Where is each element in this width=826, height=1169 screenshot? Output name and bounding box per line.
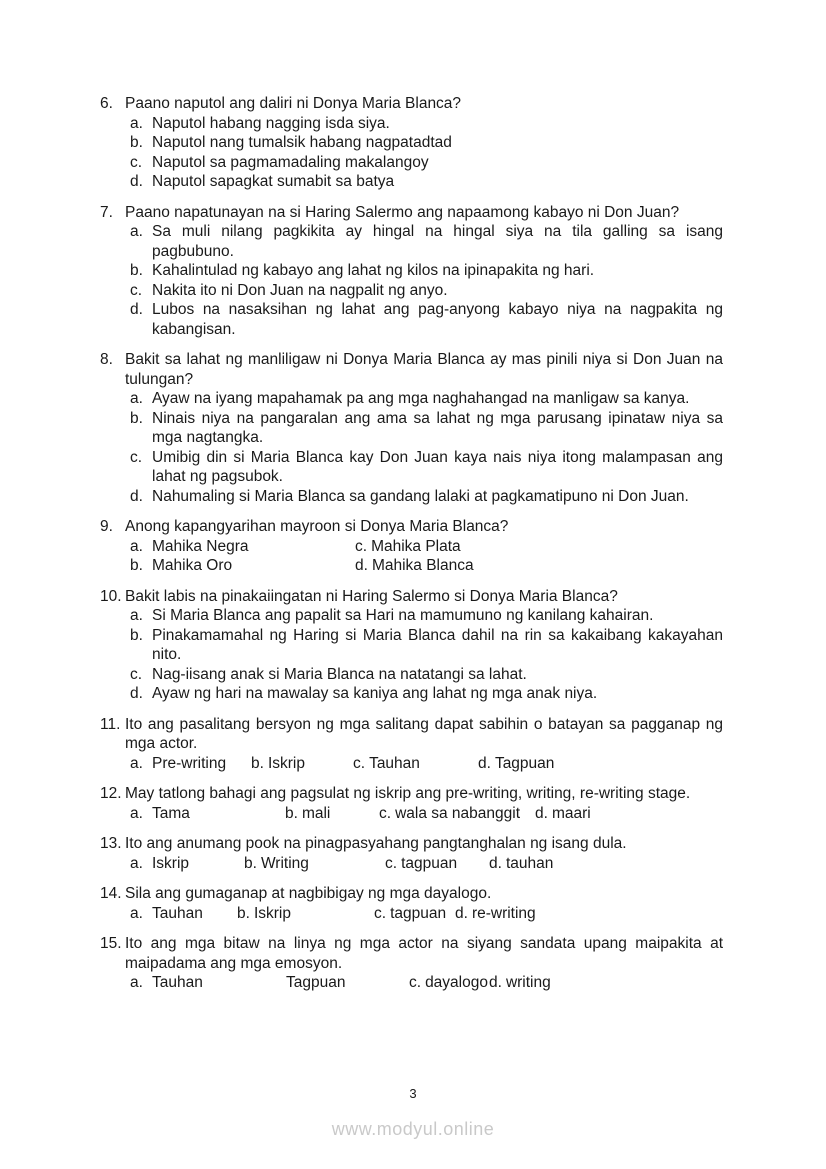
question-number: 13. [100, 835, 122, 852]
choice-text: Ninais niya na pangaralan ang ama sa lahat ng mga parusang ipinataw niya sa mga nagtangka. [152, 409, 723, 446]
choice-text: Ayaw na iyang mapahamak pa ang mga naghahangad na manligaw sa kanya. [152, 390, 690, 407]
question-number: 7. [100, 203, 113, 221]
choice-a [130, 114, 723, 134]
choice-text: Ayaw ng hari na mawalay sa kaniya ang lahat ng mga anak niya. [152, 685, 598, 702]
choice-c [374, 904, 455, 924]
choice-d [489, 854, 553, 874]
question-head [100, 934, 723, 973]
choice-text: mali [301, 804, 331, 822]
choice-letter: d. [489, 854, 502, 872]
choice-text: Mahika Oro [152, 557, 233, 574]
choice-b [130, 626, 723, 665]
choice-letter: a. [130, 904, 143, 922]
choice-b [130, 261, 723, 281]
question-head [100, 784, 723, 804]
choice-c [130, 665, 723, 685]
choice-d [455, 904, 536, 924]
question-text: Paano napatunayan na si Haring Salermo ang napaamong kabayo ni Don Juan? [125, 203, 680, 221]
choice-d [130, 684, 723, 704]
question-8 [100, 350, 723, 506]
choice-a [130, 222, 723, 261]
choice-b [285, 804, 379, 824]
choice-b [130, 133, 723, 153]
question-text: Ito ang anumang pook na pinagpasyahang pangtanghalan ng isang dula. [125, 835, 627, 852]
choice-d [355, 556, 723, 576]
question-number: 9. [100, 518, 113, 535]
choice-text: tagpuan [401, 854, 458, 872]
question-text: Bakit labis na pinakaiingatan ni Haring Salermo si Donya Maria Blanca? [125, 587, 618, 605]
choice-letter: b. [237, 904, 250, 922]
choice-text: Pre-writing [152, 754, 227, 772]
choice-letter: c. [385, 854, 398, 872]
choices [130, 606, 723, 704]
choice-d [478, 754, 554, 774]
choice-a [130, 754, 251, 774]
question-number: 8. [100, 351, 113, 368]
question-head [100, 715, 723, 754]
choice-text: maari [551, 804, 591, 822]
choice-letter: d. [130, 487, 143, 505]
choice-letter: c. [130, 448, 143, 466]
choice-letter: a. [130, 854, 143, 872]
choice-a [130, 606, 723, 626]
choice-c [353, 754, 478, 774]
question-text: Sila ang gumaganap at nagbibigay ng mga dayalogo. [125, 885, 492, 902]
choice-letter: c. [379, 804, 392, 822]
choice-text: Mahika Blanca [371, 557, 474, 574]
choice-text: Tauhan [152, 904, 203, 922]
choice-letter: a. [130, 607, 143, 624]
choice-letter: d. [355, 557, 368, 574]
choice-b [237, 904, 374, 924]
choice-letter: c. [353, 754, 366, 772]
choice-letter: b. [251, 754, 264, 772]
question-text: May tatlong bahagi ang pagsulat ng iskrip ang pre-writing, writing, re-writing stage. [125, 785, 691, 802]
choice-d [130, 487, 723, 507]
choices [130, 804, 723, 824]
choices [130, 904, 723, 924]
question-6 [100, 94, 723, 192]
choice-a [130, 537, 355, 557]
choice-a [130, 904, 237, 924]
choice-letter: c. [374, 904, 387, 922]
choice-text: dayalogo [425, 974, 488, 991]
question-13 [100, 834, 723, 873]
question-head [100, 587, 723, 607]
page-number: 3 [409, 1086, 417, 1101]
choice-letter: c. [409, 974, 422, 991]
choice-text: Naputol sapagkat sumabit sa batya [152, 173, 395, 190]
question-10 [100, 587, 723, 704]
choices [130, 389, 723, 506]
choice-c [409, 973, 489, 993]
question-number: 10. [100, 587, 122, 605]
choice-letter: c. [130, 153, 143, 171]
choice-letter: b. [285, 804, 298, 822]
choice-c [130, 153, 723, 173]
question-12 [100, 784, 723, 823]
choice-d [130, 172, 723, 192]
choice-letter: d. [489, 974, 502, 991]
choices [130, 973, 723, 993]
choice-letter: a. [130, 390, 143, 407]
choice-c [379, 804, 535, 824]
choice-text: Naputol sa pagmamadaling makalangoy [152, 153, 429, 171]
question-number: 12. [100, 785, 122, 802]
choice-letter: c. [130, 281, 143, 299]
choice-text: tauhan [505, 854, 554, 872]
choices [130, 222, 723, 339]
choice-letter: a. [130, 114, 143, 132]
choice-letter: c. [355, 537, 368, 555]
choice-letter: d. [130, 301, 143, 318]
choice-text: Iskrip [253, 904, 291, 922]
choice-b [244, 854, 385, 874]
choice-a [130, 804, 285, 824]
choice-text: Mahika Plata [371, 537, 461, 555]
choice-letter: d. [455, 904, 468, 922]
choices [130, 754, 723, 774]
watermark: www.modyul.online [331, 1119, 495, 1139]
question-11 [100, 715, 723, 774]
choice-unlabeled [282, 973, 409, 993]
choice-text: re-writing [471, 904, 536, 922]
document-page [100, 94, 723, 1004]
choices [130, 537, 723, 576]
choice-text: Tagpuan [286, 974, 346, 991]
choice-text: Pinakamamahal ng Haring si Maria Blanca dahil na rin sa kakaibang kakayahan nito. [152, 626, 723, 663]
choice-letter: b. [130, 134, 143, 151]
choice-b [130, 556, 355, 576]
choice-letter: d. [478, 754, 491, 772]
question-number: 15. [100, 935, 122, 952]
choice-letter: b. [244, 854, 257, 872]
choice-letter: a. [130, 223, 143, 240]
choice-b [251, 754, 353, 774]
choice-text: Si Maria Blanca ang papalit sa Hari na mamumuno ng kanilang kahairan. [152, 607, 654, 624]
question-head [100, 884, 723, 904]
choice-text: Tauhan [152, 974, 203, 991]
question-number: 11. [100, 715, 121, 733]
choice-letter: c. [130, 665, 143, 683]
question-text: Bakit sa lahat ng manliligaw ni Donya Maria Blanca ay mas pinili niya si Don Juan na tulungan? [125, 351, 723, 388]
question-number: 6. [100, 95, 113, 112]
choice-d [130, 300, 723, 339]
choice-text: Tama [152, 804, 190, 822]
question-text: Ito ang pasalitang bersyon ng mga salitang dapat sabihin o batayan sa pagganap ng mga actor. [125, 715, 723, 752]
choice-d [535, 804, 591, 824]
choice-text: Mahika Negra [152, 537, 249, 555]
choice-text: Iskrip [152, 854, 190, 872]
choice-c [130, 448, 723, 487]
choice-text: Nakita ito ni Don Juan na nagpalit ng anyo. [152, 281, 448, 299]
choice-text: Umibig din si Maria Blanca kay Don Juan kaya nais niya itong malampasan ang lahat ng pagsubok. [152, 448, 723, 485]
choice-d [489, 973, 551, 993]
question-number: 14. [100, 885, 122, 902]
choice-text: Naputol nang tumalsik habang nagpatadtad [152, 134, 452, 151]
choice-letter: d. [535, 804, 548, 822]
question-head [100, 94, 723, 114]
choice-c [385, 854, 489, 874]
choice-text: Nahumaling si Maria Blanca sa gandang lalaki at pagkamatipuno ni Don Juan. [152, 487, 689, 505]
question-text: Anong kapangyarihan mayroon si Donya Maria Blanca? [125, 518, 509, 535]
choice-a [130, 854, 244, 874]
question-head [100, 834, 723, 854]
question-head [100, 350, 723, 389]
question-head [100, 517, 723, 537]
choice-text: Tauhan [369, 754, 420, 772]
choice-text: Naputol habang nagging isda siya. [152, 114, 390, 132]
choices [130, 854, 723, 874]
question-text: Paano naputol ang daliri ni Donya Maria Blanca? [125, 95, 462, 112]
choice-text: Kahalintulad ng kabayo ang lahat ng kilos na ipinapakita ng hari. [152, 262, 595, 279]
choice-letter: a. [130, 974, 143, 991]
choice-a [130, 973, 282, 993]
choice-text: Writing [260, 854, 309, 872]
choice-text: wala sa nabanggit [395, 804, 521, 822]
choice-letter: b. [130, 409, 143, 427]
choice-b [130, 409, 723, 448]
choice-letter: a. [130, 537, 143, 555]
question-7 [100, 203, 723, 340]
question-14 [100, 884, 723, 923]
choice-text: Tagpuan [494, 754, 555, 772]
choice-c [130, 281, 723, 301]
choice-a [130, 389, 723, 409]
choice-letter: b. [130, 262, 143, 279]
choice-letter: a. [130, 804, 143, 822]
choice-c [355, 537, 723, 557]
choice-letter: b. [130, 626, 143, 644]
choice-letter: d. [130, 173, 143, 190]
choice-letter: d. [130, 685, 143, 702]
question-9 [100, 517, 723, 576]
question-text: Ito ang mga bitaw na linya ng mga actor na siyang sandata upang maipakita at maipadama ang mga emosyon. [125, 935, 723, 972]
choice-text: tagpuan [390, 904, 447, 922]
choice-text: Sa muli nilang pagkikita ay hingal na hingal siya na tila galling sa isang pagbubuno. [152, 223, 723, 260]
choice-text: writing [505, 974, 551, 991]
choices [130, 114, 723, 192]
choice-text: Nag-iisang anak si Maria Blanca na natatangi sa lahat. [152, 665, 527, 683]
choice-letter: b. [130, 557, 143, 574]
choice-text: Lubos na nasaksihan ng lahat ang pag-anyong kabayo niya na nagpakita ng kabangisan. [152, 301, 723, 338]
question-head [100, 203, 723, 223]
choice-text: Iskrip [267, 754, 305, 772]
question-15 [100, 934, 723, 993]
choice-letter: a. [130, 754, 143, 772]
